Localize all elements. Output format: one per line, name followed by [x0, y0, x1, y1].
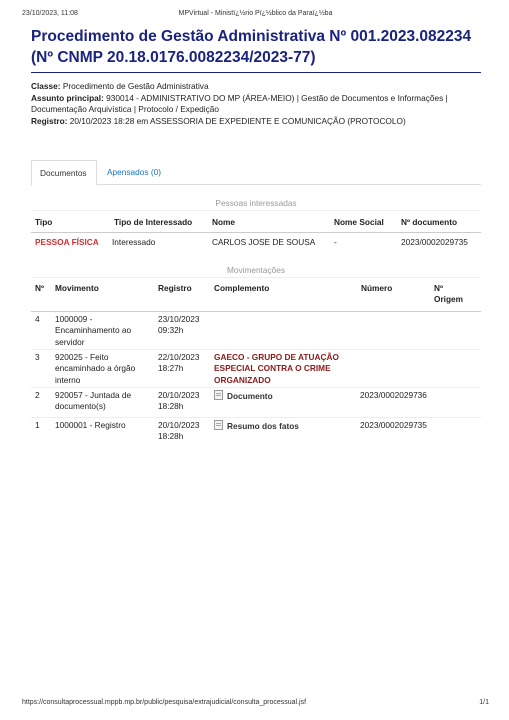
- page-title: Procedimento de Gestão Administrativa Nº 001.2023.082234 (Nº CNMP 20.18.0176.0082234/2023-77): [31, 26, 481, 73]
- mov-num: 3: [35, 352, 40, 362]
- document-icon: [214, 390, 223, 400]
- mov-movimento: 1000009 - Encaminhamento ao servidor: [55, 314, 132, 347]
- table-row: [31, 311, 481, 350]
- col-numero: Número: [361, 283, 393, 293]
- mov-movimento: 1000001 - Registro: [55, 420, 126, 430]
- pessoas-table-header: [31, 212, 481, 233]
- registro-label: Registro:: [31, 115, 68, 126]
- pessoa-tipo: PESSOA FÍSICA: [35, 237, 99, 247]
- pessoa-nome-social: -: [334, 237, 337, 247]
- mov-num: 2: [35, 390, 40, 400]
- col-num: Nº: [35, 283, 45, 293]
- print-page-number: 1/1: [479, 699, 489, 706]
- tab-apensados[interactable]: Apensados (0): [107, 167, 161, 177]
- pessoas-section-title: Pessoas interessadas: [31, 196, 481, 211]
- mov-complemento-link[interactable]: [214, 420, 299, 432]
- mov-numero: 2023/0002029736: [360, 390, 427, 400]
- table-row: [31, 387, 481, 418]
- mov-num: 1: [35, 420, 40, 430]
- mov-registro: 22/10/2023 18:27h: [158, 352, 200, 374]
- pessoa-nome: CARLOS JOSE DE SOUSA: [212, 237, 316, 247]
- table-row: [31, 417, 481, 447]
- col-registro: Registro: [158, 283, 192, 293]
- assunto-label: Assunto principal:: [31, 92, 104, 103]
- classe-line: [31, 81, 481, 93]
- registro-line: [31, 116, 481, 128]
- print-footer: [22, 699, 489, 706]
- print-url: https://consultaprocessual.mppb.mp.br/public/pesquisa/extrajudicial/consulta_processual.jsf: [22, 699, 307, 706]
- mov-complemento-orgao: GAECO - GRUPO DE ATUAÇÃO ESPECIAL CONTRA O CRIME ORGANIZADO: [214, 352, 339, 385]
- col-tipo-interessado: Tipo de Interessado: [114, 217, 193, 227]
- movimentacoes-section-title: Movimentações: [31, 263, 481, 278]
- mov-movimento: 920057 - Juntada de documento(s): [55, 390, 132, 412]
- col-movimento: Movimento: [55, 283, 99, 293]
- movimentacoes-table-header: [31, 279, 481, 312]
- assunto-line: [31, 93, 481, 116]
- tab-documentos[interactable]: Documentos: [31, 160, 97, 186]
- document-icon: [214, 420, 223, 430]
- table-row: [31, 349, 481, 388]
- mov-complemento-link[interactable]: [214, 390, 273, 402]
- col-num-doc: Nº documento: [401, 217, 458, 227]
- pessoa-tipo-interessado: Interessado: [112, 237, 156, 247]
- col-origem: Nº Origem: [434, 283, 464, 304]
- table-row: [31, 232, 481, 252]
- resumo-link-label: Resumo dos fatos: [227, 421, 299, 431]
- documento-link-label: Documento: [227, 391, 273, 401]
- col-nome: Nome: [212, 217, 236, 227]
- print-page-title: MPVirtual - Ministï¿½rio Pï¿½blico da Paraï¿½ba: [178, 10, 333, 17]
- mov-registro: 23/10/2023 09:32h: [158, 314, 200, 336]
- col-nome-social: Nome Social: [334, 217, 384, 227]
- mov-num: 4: [35, 314, 40, 324]
- classe-label: Classe:: [31, 81, 61, 91]
- assunto-value: 930014 - ADMINISTRATIVO DO MP (ÁREA-MEIO) | Gestão de Documentos e Informações | Documentação Arquivística | Protocolo / Expedição: [31, 92, 448, 115]
- col-complemento: Complemento: [214, 283, 270, 293]
- mov-numero: 2023/0002029735: [360, 420, 427, 430]
- classe-value: Procedimento de Gestão Administrativa: [62, 81, 209, 91]
- col-tipo: Tipo: [35, 217, 53, 227]
- pessoa-num-doc: 2023/0002029735: [401, 237, 468, 247]
- print-datetime: 23/10/2023, 11:08: [22, 10, 78, 17]
- mov-registro: 20/10/2023 18:28h: [158, 420, 200, 442]
- procedure-meta: [31, 81, 481, 127]
- tab-bar: [31, 160, 481, 185]
- mov-registro: 20/10/2023 18:28h: [158, 390, 200, 412]
- mov-movimento: 920025 - Feito encaminhado a órgão interno: [55, 352, 136, 385]
- registro-value: 20/10/2023 18:28 em ASSESSORIA DE EXPEDIENTE E COMUNICAÇÃO (PROTOCOLO): [69, 115, 406, 126]
